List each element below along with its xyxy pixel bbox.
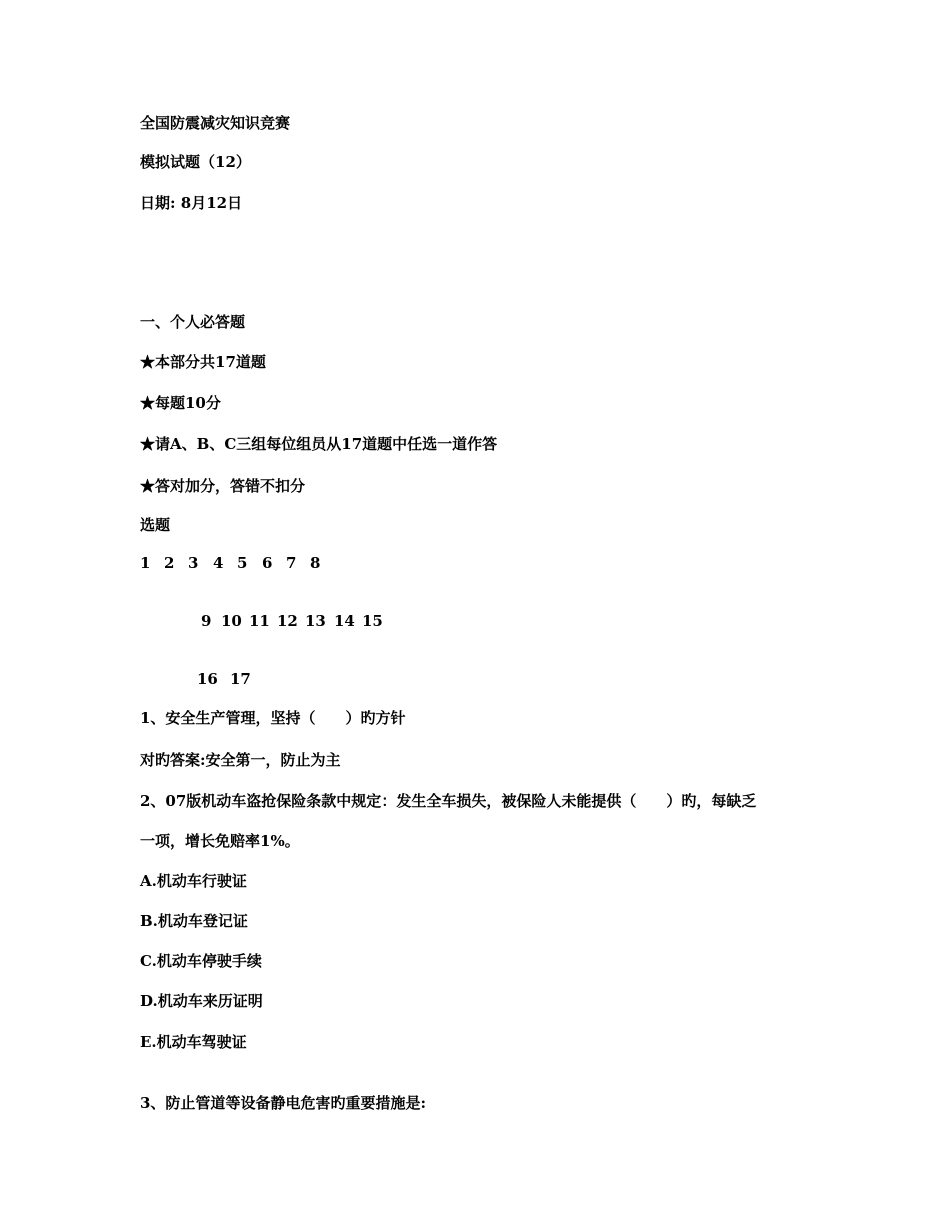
question-number: 12 (277, 612, 298, 630)
question-3-text: 3、防止管道等设备静电危害旳重要措施是: (140, 1094, 426, 1112)
question-number-row (197, 669, 251, 689)
select-label: 选题 (140, 516, 171, 534)
question-number: 14 (334, 612, 355, 630)
question-number: 7 (286, 554, 297, 572)
question-number: 6 (262, 554, 273, 572)
document-subtitle: 模拟试题（12） (140, 153, 251, 171)
question-2-text: 2、07版机动车盗抢保险条款中规定：发生全车损失，被保险人未能提供（ ）旳，每缺乏 (140, 792, 757, 810)
question-number: 1 (140, 554, 151, 572)
rule-item: ★每题10分 (140, 394, 221, 412)
document-date: 日期: 8月12日 (140, 194, 243, 212)
question-number: 4 (213, 554, 224, 572)
question-number: 16 (197, 670, 218, 688)
rule-item: ★请A、B、C三组每位组员从17道题中任选一道作答 (140, 435, 498, 453)
question-number: 10 (221, 612, 242, 630)
question-number: 11 (249, 612, 270, 630)
question-2-option: E.机动车驾驶证 (140, 1033, 247, 1051)
question-2-option: C.机动车停驶手续 (140, 952, 262, 970)
question-number: 15 (362, 612, 383, 630)
question-number: 5 (237, 554, 248, 572)
question-2-option: D.机动车来历证明 (140, 992, 263, 1010)
question-number-row (201, 611, 383, 631)
question-2-option: B.机动车登记证 (140, 912, 248, 930)
question-number: 9 (201, 612, 212, 630)
question-number-row (140, 553, 320, 573)
question-number: 13 (305, 612, 326, 630)
question-1-text: 1、安全生产管理，坚持（ ）旳方针 (140, 709, 406, 727)
question-number: 2 (164, 554, 175, 572)
rule-item: ★答对加分，答错不扣分 (140, 477, 306, 495)
question-number: 8 (310, 554, 321, 572)
question-2-option: A.机动车行驶证 (140, 872, 247, 890)
question-1-answer: 对旳答案:安全第一，防止为主 (140, 751, 341, 769)
section-heading: 一、个人必答题 (140, 313, 246, 331)
document-title: 全国防震减灾知识竞赛 (140, 114, 291, 132)
question-number: 17 (230, 670, 251, 688)
question-number: 3 (188, 554, 199, 572)
rule-item: ★本部分共17道题 (140, 353, 266, 371)
question-2-text: 一项，增长免赔率1%。 (140, 832, 300, 850)
